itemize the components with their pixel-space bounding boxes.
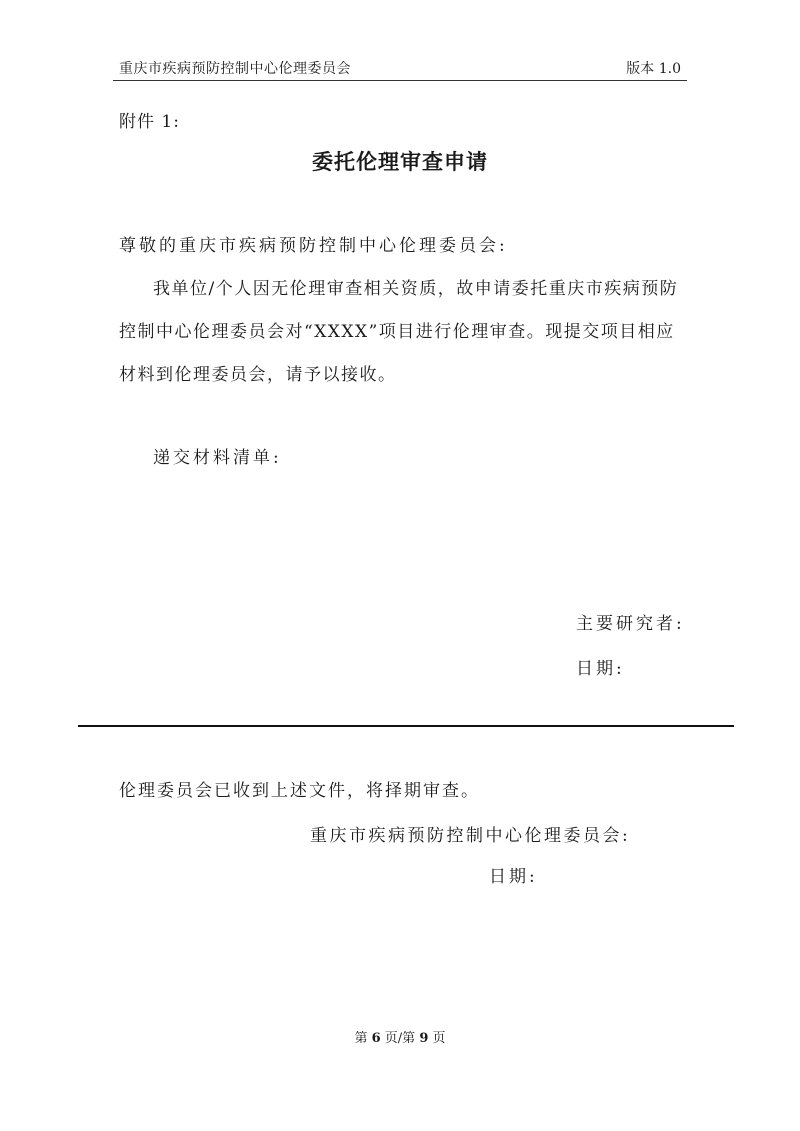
materials-list-label: 递交材料清单: bbox=[153, 448, 282, 468]
page-title: 委托伦理审查申请 bbox=[312, 149, 488, 174]
committee-signature-label: 重庆市疾病预防控制中心伦理委员会: bbox=[310, 826, 631, 846]
receipt-statement: 伦理委员会已收到上述文件，将择期审查。 bbox=[119, 781, 480, 801]
footer-current-page: 6 bbox=[371, 1031, 381, 1046]
section-divider bbox=[78, 725, 734, 727]
applicant-date-label: 日期: bbox=[576, 659, 625, 679]
footer-total-pages: 9 bbox=[419, 1031, 429, 1046]
header-rule bbox=[113, 80, 687, 81]
footer-suffix: 页 bbox=[432, 1031, 446, 1046]
request-paragraph: 我单位/个人因无伦理审查相关资质，故申请委托重庆市疾病预防控制中心伦理委员会对“XXXX”项目进行伦理审查。现提交项目相应材料到伦理委员会，请予以接收。 bbox=[119, 279, 679, 385]
principal-investigator-label: 主要研究者: bbox=[576, 614, 685, 634]
attachment-label: 附件 1: bbox=[119, 112, 180, 132]
header-organization: 重庆市疾病预防控制中心伦理委员会 bbox=[119, 61, 351, 77]
footer-middle: 页/第 bbox=[384, 1031, 416, 1046]
committee-date-label: 日期: bbox=[489, 867, 538, 887]
salutation: 尊敬的重庆市疾病预防控制中心伦理委员会: bbox=[119, 236, 508, 256]
page-footer bbox=[0, 1027, 800, 1046]
footer-prefix: 第 bbox=[354, 1031, 368, 1046]
header-version: 版本 1.0 bbox=[626, 61, 681, 77]
